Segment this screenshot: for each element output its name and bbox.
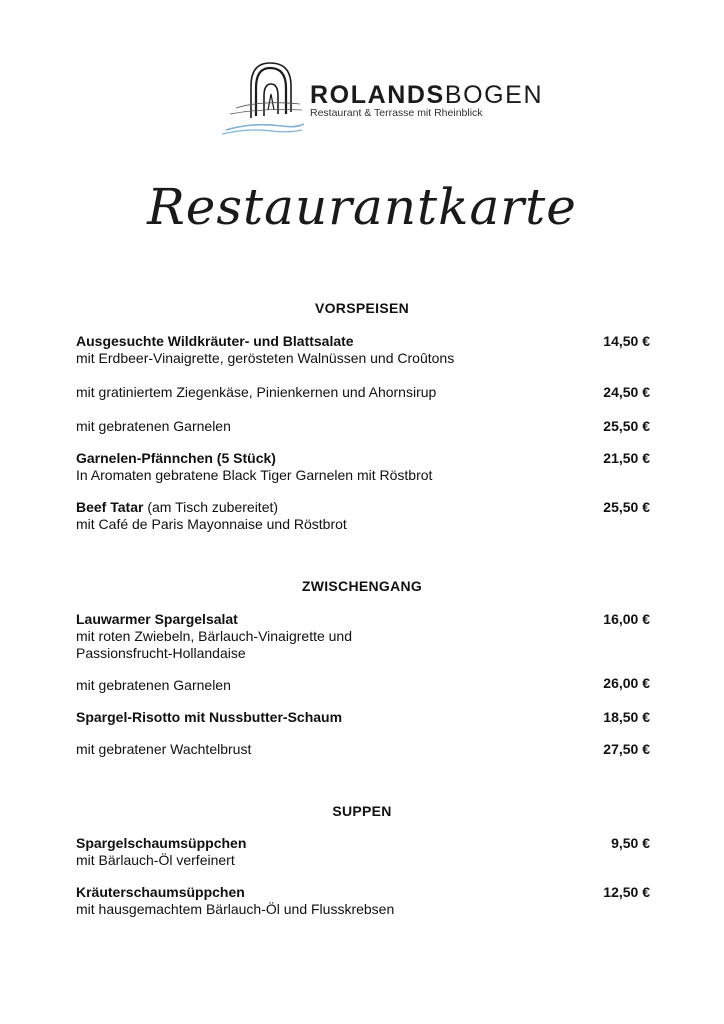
item-price: 25,50 €	[603, 499, 650, 515]
brand-name	[310, 81, 543, 110]
menu-item	[76, 835, 650, 869]
brand-bold: ROLANDS	[310, 81, 445, 109]
item-desc: mit gebratenen Garnelen	[76, 418, 231, 434]
section-heading-suppen: SUPPEN	[332, 803, 392, 819]
item-name: Lauwarmer Spargelsalat	[76, 611, 238, 627]
item-desc: mit Erdbeer-Vinaigrette, gerösteten Walnüssen und Croûtons	[76, 350, 455, 366]
menu-item	[76, 450, 650, 484]
menu-item	[76, 418, 650, 435]
item-price: 18,50 €	[603, 709, 650, 725]
item-desc: mit gratiniertem Ziegenkäse, Pinienkernen und Ahornsirup	[76, 384, 437, 400]
item-name-suffix: (am Tisch zubereitet)	[143, 499, 279, 515]
item-desc: In Aromaten gebratene Black Tiger Garnelen mit Röstbrot	[76, 467, 433, 483]
menu-item	[76, 884, 650, 918]
item-desc: mit gebratener Wachtelbrust	[76, 741, 252, 757]
item-desc-continued: Passionsfrucht-Hollandaise	[76, 645, 246, 661]
item-desc: mit Bärlauch-Öl verfeinert	[76, 852, 235, 868]
item-price: 16,00 €	[603, 611, 650, 627]
menu-item	[76, 611, 650, 662]
item-name: Kräuterschaumsüppchen	[76, 884, 245, 900]
item-desc: mit gebratenen Garnelen	[76, 677, 231, 693]
item-desc: mit roten Zwiebeln, Bärlauch-Vinaigrette und	[76, 628, 353, 644]
item-price: 12,50 €	[603, 884, 650, 900]
menu-item	[76, 384, 650, 401]
brand-light: BOGEN	[444, 81, 544, 109]
menu-item	[76, 741, 650, 758]
item-name: Spargelschaumsüppchen	[76, 835, 247, 851]
item-name: Spargel-Risotto mit Nussbutter-Schaum	[76, 709, 343, 725]
arch-icon	[222, 60, 312, 142]
menu-item	[76, 499, 650, 533]
item-name: Ausgesuchte Wildkräuter- und Blattsalate	[76, 333, 354, 349]
restaurant-logo	[222, 60, 544, 142]
brand-tagline: Restaurant & Terrasse mit Rheinblick	[310, 107, 483, 119]
page-title: Restaurantkarte	[147, 178, 577, 236]
section-heading-vorspeisen: VORSPEISEN	[314, 300, 410, 316]
item-price: 25,50 €	[603, 418, 650, 434]
item-desc: mit hausgemachtem Bärlauch-Öl und Flusskrebsen	[76, 901, 395, 917]
item-price: 26,00 €	[603, 675, 650, 691]
menu-item	[76, 333, 650, 367]
item-price: 9,50 €	[611, 835, 650, 851]
item-name: Garnelen-Pfännchen (5 Stück)	[76, 450, 276, 466]
section-heading-zwischengang: ZWISCHENGANG	[301, 578, 423, 594]
item-price: 27,50 €	[603, 741, 650, 757]
item-price: 24,50 €	[603, 384, 650, 400]
item-desc: mit Café de Paris Mayonnaise und Röstbrot	[76, 516, 347, 532]
item-price: 21,50 €	[603, 450, 650, 466]
item-price: 14,50 €	[603, 333, 650, 349]
item-name: Beef Tatar	[76, 499, 144, 515]
menu-item	[76, 709, 650, 726]
menu-item	[76, 677, 650, 694]
